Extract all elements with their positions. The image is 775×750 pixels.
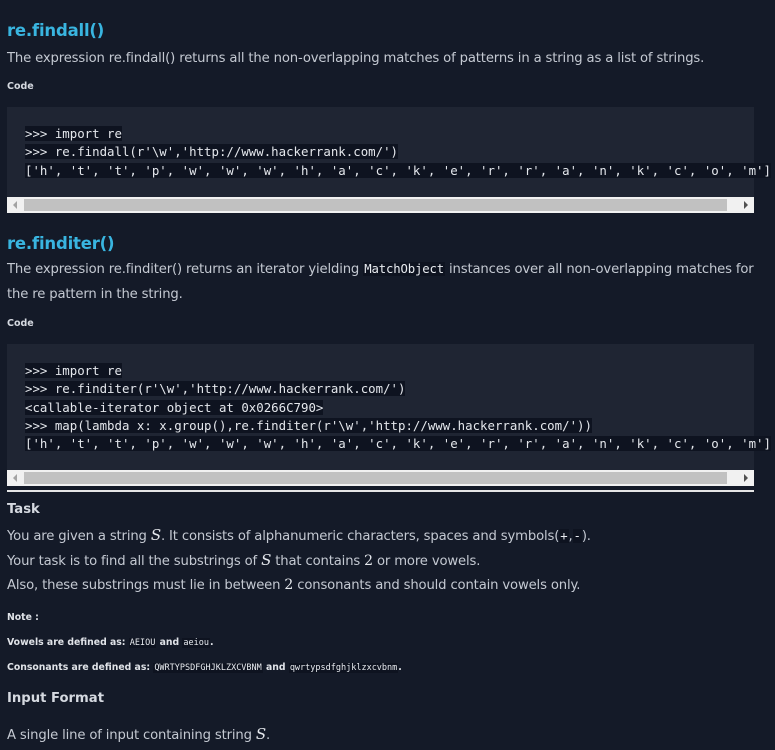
desc-text: instances over all non-overlapping matches for the re pattern in the string. xyxy=(7,262,754,302)
math-var-s: S xyxy=(261,551,272,569)
note-text: . xyxy=(209,637,214,648)
scroll-left-arrow-icon[interactable] xyxy=(13,474,17,482)
finditer-horizontal-scrollbar[interactable] xyxy=(7,470,754,486)
section-divider xyxy=(7,490,754,492)
note-text: Vowels are defined as: xyxy=(7,637,129,648)
consonants-lower-code: qwrtypsdfghjklzxcvbnm xyxy=(289,663,398,673)
consonants-upper-code: QWRTYPSDFGHJKLZXCVBNM xyxy=(154,663,262,673)
task-text: , xyxy=(568,529,573,544)
scroll-right-arrow-icon[interactable] xyxy=(744,201,748,209)
task-heading: Task xyxy=(7,502,40,517)
task-text: or more vowels. xyxy=(372,554,481,569)
findall-horizontal-scrollbar[interactable] xyxy=(7,197,754,213)
finditer-code-block xyxy=(7,344,771,471)
findall-description: The expression re.findall() returns all the non-overlapping matches of patterns in a string as a list of strings. xyxy=(7,51,705,66)
code-line: >>> re.finditer(r'\w','http://www.hackerrank.com/') xyxy=(25,381,406,397)
finditer-description xyxy=(7,257,754,307)
finditer-heading: re.finditer() xyxy=(7,234,115,253)
math-num-2: 2 xyxy=(364,553,373,569)
finditer-code-label: Code xyxy=(7,318,34,329)
code-line: ['h', 't', 't', 'p', 'w', 'w', 'w', 'h', 'a', 'c', 'k', 'e', 'r', 'r', 'a', 'n', 'k', 'c', 'o', 'm'] xyxy=(25,162,771,178)
task-line-1 xyxy=(7,523,754,549)
input-format-line: . xyxy=(266,728,271,743)
code-line: >>> re.findall(r'\w','http://www.hackerrank.com/') xyxy=(25,144,398,160)
task-text: Your task is to find all the substrings of xyxy=(7,554,262,569)
note-vowels xyxy=(7,637,214,648)
task-line-2 xyxy=(7,548,754,574)
code-line: <callable-iterator object at 0x0266C790> xyxy=(25,399,324,415)
note-text: . xyxy=(398,662,402,673)
note-text: and xyxy=(156,637,183,648)
input-format-line: A single line of input containing string xyxy=(7,728,256,743)
vowels-lower-code: aeiou xyxy=(183,638,209,648)
task-text: Also, these substrings must lie in between xyxy=(7,578,285,593)
matchobject-code: MatchObject xyxy=(364,262,444,276)
finditer-code xyxy=(25,362,771,453)
symbol-plus-code: + xyxy=(560,529,568,543)
findall-code-block xyxy=(7,107,771,198)
symbol-minus-code: - xyxy=(573,529,581,543)
note-text: Consonants are defined as: xyxy=(7,662,154,673)
task-text: You are given a string xyxy=(7,529,151,544)
scrollbar-thumb[interactable] xyxy=(24,472,727,484)
math-var-s: S xyxy=(150,526,161,544)
findall-code xyxy=(25,125,771,180)
scroll-right-arrow-icon[interactable] xyxy=(744,474,748,482)
scrollbar-thumb[interactable] xyxy=(24,199,727,211)
task-text: ). xyxy=(581,529,591,544)
findall-heading: re.findall() xyxy=(7,21,105,40)
task-text: consonants and should contain vowels only. xyxy=(293,578,581,593)
code-line: >>> import re xyxy=(25,363,122,378)
scroll-left-arrow-icon[interactable] xyxy=(13,201,17,209)
math-num-2: 2 xyxy=(284,577,294,593)
note-heading: Note : xyxy=(7,612,39,623)
input-format-heading: Input Format xyxy=(7,691,104,706)
task-text: . It consists of alphanumeric characters, spaces and symbols( xyxy=(160,529,560,544)
input-format-text xyxy=(7,722,754,748)
code-line: >>> import re xyxy=(25,126,122,141)
task-line-3 xyxy=(7,573,754,598)
note-consonants xyxy=(7,662,402,673)
math-var-s: S xyxy=(255,725,267,743)
vowels-upper-code: AEIOU xyxy=(129,638,156,648)
task-text: that contains xyxy=(271,554,365,569)
note-text: and xyxy=(262,662,289,673)
code-line: ['h', 't', 't', 'p', 'w', 'w', 'w', 'h', 'a', 'c', 'k', 'e', 'r', 'r', 'a', 'n', 'k', 'c', 'o', 'm'] xyxy=(25,436,771,452)
findall-code-label: Code xyxy=(7,81,34,92)
desc-text: The expression re.finditer() returns an iterator yielding xyxy=(7,262,364,277)
code-line: >>> map(lambda x: x.group(),re.finditer(r'\w','http://www.hackerrank.com/')) xyxy=(25,417,592,433)
